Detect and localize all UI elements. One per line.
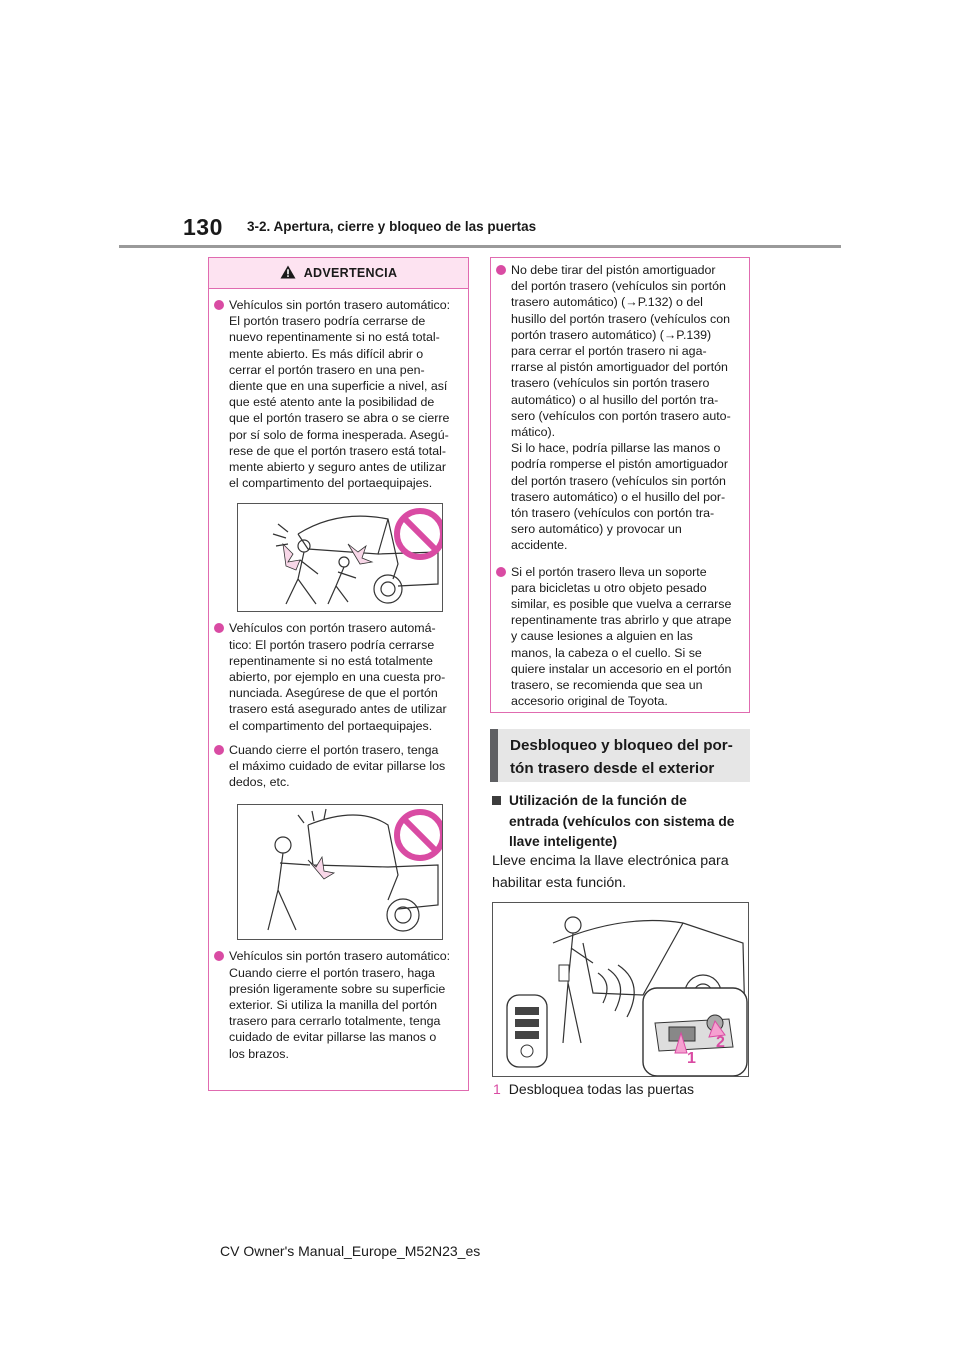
bullet-icon [214, 623, 224, 633]
prohibition-icon [397, 511, 443, 557]
warning-item: Vehículos con portón trasero automá- tico: El portón trasero podría cerrarse repentinamente si no está totalmente abierto, por ejemplo en una cuesta pro- nunciada. Asegúrese de que el portón trasero está asegurado antes de utilizar el compartimento del portaequipajes. [209, 620, 468, 733]
warning-box-left [208, 257, 469, 1091]
page-number: 130 [183, 214, 223, 240]
warning-header [209, 258, 468, 289]
bullet-icon [496, 567, 506, 577]
footer-text: CV Owner's Manual_Europe_M52N23_es [220, 1243, 481, 1259]
warning-item: Vehículos sin portón trasero automático: El portón trasero podría cerrarse de nuevo repentinamente si no está total- mente abierto. Es más difícil abrir o cerrar el portón trasero en una pen- diente que en una superficie a nivel, así que esté atento ante la posibilidad de que el portón trasero se abra o se cierre por sí solo de forma inesperada. Asegú- rese de que el portón trasero está total- mente abierto y seguro antes de utilizar el compartimento del portaequipajes. [209, 297, 468, 491]
square-bullet-icon [492, 796, 501, 805]
illustration-tailgate-closing [237, 503, 443, 612]
warning-item: Si el portón trasero lleva un soporte para bicicletas u otro objeto pesado similar, es posible que vuelva a cerrarse repentinamente tras abrirlo y que atrape y cause lesiones a alguien en las manos, la cabeza o el cuello. Si se quiere instalar un accesorio en el portón trasero, se recomienda que sea un accesorio original de Toyota. [491, 564, 749, 710]
illustration-smart-key-entry [492, 902, 749, 1077]
warning-triangle-icon [280, 265, 296, 282]
warning-item: Vehículos sin portón trasero automático: Cuando cierre el portón trasero, haga presión ligeramente sobre su superficie exterior. Si utiliza la manilla del portón trasero para cerrarlo totalmente, tenga cuidado de evitar pillarse las manos o los brazos. [209, 948, 468, 1061]
bullet-icon [214, 951, 224, 961]
illustration-fingers-caught [237, 804, 443, 940]
bullet-icon [496, 265, 506, 275]
prohibition-icon [397, 812, 443, 858]
bullet-icon [214, 300, 224, 310]
header-rule [119, 245, 841, 248]
step-item [493, 1081, 694, 1097]
warning-item: No debe tirar del pistón amortiguador del portón trasero (vehículos sin portón trasero automático) (→P.132) o del husillo del portón trasero (vehículos con portón trasero automático) (→P.139) para cerrar el portón trasero ni aga- rrarse al pistón amortiguador del portón trasero (vehículos sin portón trasero automático) o al husillo del portón tra- sero (vehículos con portón trasero auto- mático). Si lo hace, podría pillarse las manos o podría romperse el pistón amortiguador del portón trasero (vehículos sin portón trasero automático) o el husillo del por- tón trasero (vehículos con portón tra- sero automático) y provocar un accidente. [491, 262, 749, 554]
smart-key-icon [507, 995, 547, 1067]
callout-2: 2 [716, 1034, 725, 1051]
warning-box-right [490, 257, 750, 713]
topic-body: Lleve encima la llave electrónica para habilitar esta función. [492, 853, 729, 891]
warning-item: Cuando cierre el portón trasero, tenga el máximo cuidado de evitar pillarse los dedos, etc. [209, 742, 468, 791]
topic-heading: Utilización de la función de entrada (vehículos con sistema de llave inteligente) [492, 791, 752, 853]
step-number: 1 [493, 1081, 501, 1097]
warning-title: ADVERTENCIA [303, 266, 398, 280]
callout-1: 1 [687, 1050, 696, 1067]
step-text: Desbloquea todas las puertas [508, 1081, 695, 1097]
bullet-icon [214, 745, 224, 755]
subsection-title: Desbloqueo y bloqueo del por- tón trasero desde el exterior [490, 729, 750, 782]
section-header: 3-2. Apertura, cierre y bloqueo de las puertas [247, 219, 537, 234]
